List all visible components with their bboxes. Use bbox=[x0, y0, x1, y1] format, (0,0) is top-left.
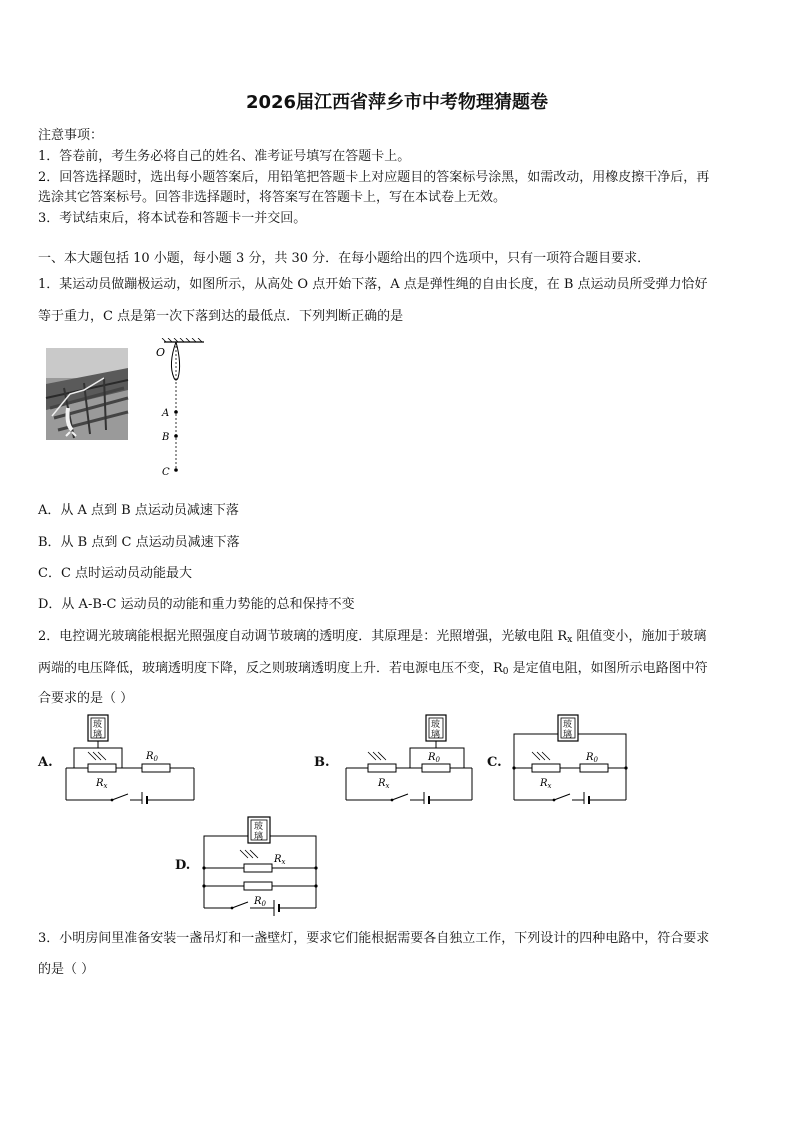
svg-text:R0: $R_0$ bbox=[586, 752, 598, 764]
notice-heading: 注意事项： bbox=[38, 128, 104, 143]
q2-stem-line3: 合要求的是（ ） bbox=[38, 691, 134, 706]
q2-circuit-d[interactable] bbox=[198, 814, 328, 916]
q3-stem-line2: 的是（ ） bbox=[38, 962, 95, 977]
q2-option-a-label[interactable]: A. bbox=[38, 755, 53, 770]
glass-label-1: 玻 bbox=[93, 720, 103, 730]
svg-text:R0: $R_0$ bbox=[428, 752, 440, 764]
bungee-photo bbox=[46, 348, 128, 440]
q2-circuit-b[interactable] bbox=[340, 712, 480, 804]
svg-text:Rx: $R_x$ bbox=[274, 854, 286, 866]
q1-option-c[interactable]: C．C 点时运动员动能最大 bbox=[38, 566, 193, 581]
q1-stem-line1: 1．某运动员做蹦极运动，如图所示，从高处 O 点开始下落，A 点是弹性绳的自由长度，在 B 点运动员所受弹力恰好 bbox=[38, 277, 708, 292]
q1-stem-line2: 等于重力，C 点是第一次下落到达的最低点．下列判断正确的是 bbox=[38, 309, 404, 324]
bungee-diagram bbox=[156, 338, 204, 478]
q2-circuit-c[interactable] bbox=[508, 712, 638, 804]
q3-stem-line1: 3．小明房间里准备安装一盏吊灯和一盏壁灯，要求它们能根据需要各自独立工作，下列设计的四种电路中，符合要求 bbox=[38, 931, 710, 946]
notice-item-3: 3．考试结束后，将本试卷和答题卡一并交回。 bbox=[38, 211, 307, 226]
label-o: O bbox=[156, 346, 166, 359]
q2-option-b-label[interactable]: B. bbox=[314, 755, 330, 770]
page-title: 2026届江西省萍乡市中考物理猜题卷 bbox=[245, 92, 549, 113]
q1-option-b[interactable]: B．从 B 点到 C 点运动员减速下落 bbox=[38, 535, 240, 550]
label-b: B bbox=[162, 432, 170, 443]
q2-stem-line1: 2．电控调光玻璃能根据光照强度自动调节玻璃的透明度．其原理是：光照增强，光敏电阻 $R_x$ 阻值变小，施加于玻璃 bbox=[38, 629, 707, 645]
section-heading: 一、本大题包括 10 小题，每小题 3 分，共 30 分．在每小题给出的四个选项中，只有一项符合题目要求． bbox=[38, 251, 651, 266]
notice-item-1: 1．答卷前，考生务必将自己的姓名、准考证号填写在答题卡上。 bbox=[38, 149, 411, 164]
svg-text:R0: $R_0$ bbox=[146, 751, 158, 763]
svg-text:Rx: $R_x$ bbox=[378, 778, 390, 790]
svg-text:玻: 玻 bbox=[254, 822, 264, 832]
q1-option-a[interactable]: A．从 A 点到 B 点运动员减速下落 bbox=[38, 503, 239, 518]
svg-text:Rx: $R_x$ bbox=[96, 778, 108, 790]
q2-option-d-label[interactable]: D. bbox=[175, 858, 191, 873]
q1-bungee-figure bbox=[44, 338, 204, 486]
notice-item-2-cont: 选涂其它答案标号。回答非选择题时，将答案写在答题卡上，写在本试卷上无效。 bbox=[38, 190, 507, 205]
label-c: C bbox=[162, 467, 170, 478]
q2-circuit-a[interactable] bbox=[62, 712, 202, 804]
label-a: A bbox=[162, 408, 170, 419]
svg-text:R0: $R_0$ bbox=[254, 896, 266, 908]
svg-text:璃: 璃 bbox=[563, 730, 573, 740]
notice-item-2: 2．回答选择题时，选出每小题答案后，用铅笔把答题卡上对应题目的答案标号涂黑，如需改动，用橡皮擦干净后，再 bbox=[38, 170, 710, 185]
svg-text:璃: 璃 bbox=[431, 730, 441, 740]
svg-text:Rx: $R_x$ bbox=[540, 778, 552, 790]
svg-text:璃: 璃 bbox=[254, 832, 264, 842]
svg-text:玻: 玻 bbox=[563, 720, 573, 730]
q2-stem-line2: 两端的电压降低，玻璃透明度下降，反之则玻璃透明度上升．若电源电压不变，$R_0$ 是定值电阻，如图所示电路图中符 bbox=[38, 661, 708, 677]
svg-text:玻: 玻 bbox=[431, 720, 441, 730]
q1-option-d[interactable]: D．从 A-B-C 运动员的动能和重力势能的总和保持不变 bbox=[38, 597, 355, 612]
q2-option-c-label[interactable]: C. bbox=[487, 755, 502, 770]
glass-label-2: 璃 bbox=[93, 730, 103, 740]
